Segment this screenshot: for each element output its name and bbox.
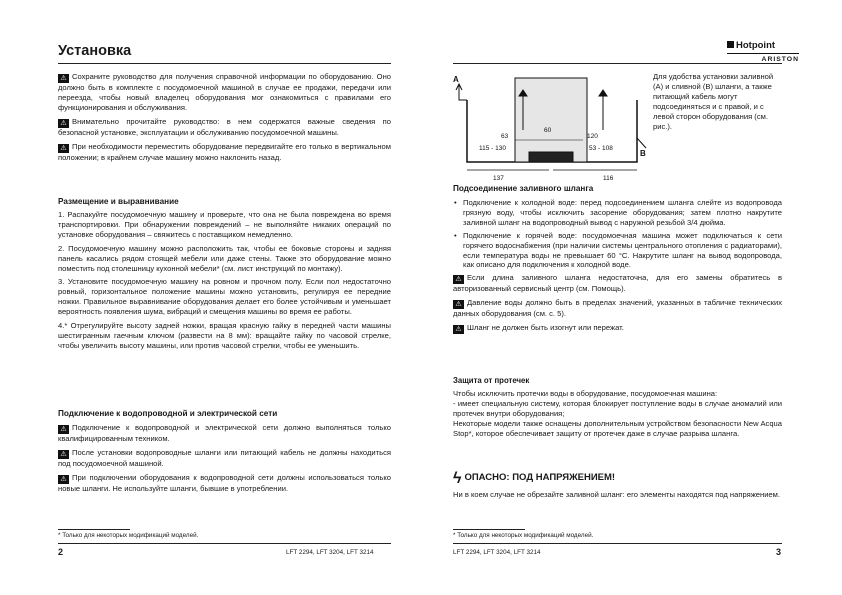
section-heading-leak: Защита от протечек [453, 376, 530, 385]
danger-title: ОПАСНО: ПОД НАПРЯЖЕНИЕМ! [464, 472, 616, 483]
placement-block [58, 210, 391, 355]
right-page [421, 0, 842, 595]
warning-icon: ⚠ [58, 425, 69, 434]
footnote-rule [58, 529, 130, 530]
connection-warning-3: При подключении оборудования к водопроводной сети должны использоваться только новые шланги. Не используйте шланги, бывшие в употреблении. [58, 472, 391, 493]
footer-models: LFT 2294, LFT 3204, LFT 3214 [286, 549, 374, 556]
warning-icon: ⚠ [58, 450, 69, 459]
intro-para-3: При необходимости переместить оборудование передвигайте его только в вертикальном положении; в крайнем случае машину можно наклонить назад. [58, 141, 391, 162]
footnote: * Только для некоторых модификаций моделей. [58, 532, 199, 539]
warning-icon: ⚠ [58, 144, 69, 153]
footer-rule [58, 543, 391, 544]
inlet-bullet-hot: • Подключение к горячей воде: посудомоечная машина может подключаться к сети горячего водоснабжения (при наличии системы центрального отопления с радиаторами), если температура воды не превышает 60 °C. Накрутите шланг на вывод водопровода, как описано для подключения к холодной воде. [463, 231, 782, 271]
diagram-caption: Для удобства установки заливной (A) и сливной (B) шланги, а также питающий кабель могут подсоединяться и с правой, и с левой сторон оборудования (см. рис.). [653, 72, 774, 131]
leak-para-3: Некоторые модели также оснащены дополнительным устройством безопасности New Acqua Stop*, которое обеспечивает защиту от протечек даже в случае разрыва шланга. [453, 418, 782, 438]
intro-para-2: Внимательно прочитайте руководство: в нем содержатся важные сведения по безопасной установке, эксплуатации и обслуживанию посудомоечной машины. [58, 116, 391, 137]
connection-block [58, 423, 391, 498]
footer-rule [453, 543, 782, 544]
intro-para-1: Сохраните руководство для получения справочной информации по оборудованию. Оно должно быть в комплекте с посудомоечной машиной в случае ее продажи, передачи или переезда, чтобы новый владелец оборудования мог ознакомиться с правилами его функционирования и обслуживания. [58, 72, 391, 112]
logo-square-icon [727, 41, 734, 48]
base-block [529, 152, 573, 162]
header-rule [453, 63, 782, 64]
brand-logo [727, 40, 799, 63]
inlet-block [453, 198, 782, 338]
dim-63: 63 [501, 133, 509, 140]
dim-115-130: 115 - 130 [479, 145, 506, 152]
dim-60: 60 [544, 127, 552, 134]
placement-para-4: 4.* Отрегулируйте высоту задней ножки, вращая красную гайку в передней части машины шестигранным гаечным ключом (развести на 8 мм): вращайте гайку по часовой стрелке, чтобы увеличить высоту машины, или против часовой стрелки, чтобы ее уменьшить. [58, 321, 391, 350]
section-heading-connection: Подключение к водопроводной и электрической сети [58, 409, 278, 418]
warning-icon: ⚠ [58, 475, 69, 484]
dim-116: 116 [603, 175, 614, 182]
label-a: A [453, 75, 459, 84]
danger-text: Ни в коем случае не обрезайте заливной шланг: его элементы находятся под напряжением. [453, 490, 780, 499]
dim-120: 120 [587, 133, 598, 140]
section-heading-inlet: Подсоединение заливного шланга [453, 184, 594, 193]
logo-hotpoint: Hotpoint [736, 40, 776, 51]
warning-icon: ⚠ [453, 275, 464, 284]
connection-warning-1: Подключение к водопроводной и электрической сети должно выполняться только квалифицированным техником. [58, 423, 391, 443]
warning-icon: ⚠ [58, 74, 69, 83]
valve-right [599, 90, 607, 96]
label-b: B [640, 149, 646, 158]
inlet-warning-3: Шланг не должен быть изогнут или пережат. [467, 323, 624, 333]
inlet-warning-2: Давление воды должно быть в пределах значений, указанных в табличке технических данных оборудования (см. с. 5). [453, 298, 782, 319]
intro-block [58, 72, 391, 167]
danger-heading [453, 470, 615, 488]
page-title: Установка [58, 43, 132, 59]
footnote: * Только для некоторых модификаций моделей. [453, 532, 594, 539]
footnote-rule [453, 529, 525, 530]
footer-models: LFT 2294, LFT 3204, LFT 3214 [453, 549, 541, 556]
leak-block [453, 389, 782, 443]
placement-para-3: 3. Установите посудомоечную машину на ровном и прочном полу. Если пол недостаточно ровный, горизонтальное положение машины можно установить, регулируя ее передние ножки. Правильное выравнивание оборудования делает его более устойчивым и уменьшает вероятность появления шума, вибраций и смещения машины во время ее работы. [58, 277, 391, 317]
dishwasher-body [515, 78, 587, 162]
leak-para-1: Чтобы исключить протечки воды в оборудование, посудомоечная машина: [453, 389, 718, 398]
warning-icon: ⚠ [453, 300, 464, 309]
logo-ariston: ARISTON [727, 53, 799, 63]
warning-icon: ⚠ [453, 325, 464, 334]
page-number: 2 [58, 547, 64, 557]
placement-para-1: 1. Распакуйте посудомоечную машину и проверьте, что она не была повреждена во время транспортировки. При обнаружении повреждений – не выполняйте никаких операций по установке оборудования – свяжитесь с поставщиком немедленно. [58, 210, 391, 239]
dim-137: 137 [493, 175, 504, 182]
placement-para-2: 2. Посудомоечную машину можно расположить так, чтобы ее боковые стороны и задняя панель касались рядом стоящей мебели или даже стены. Также это оборудование можно поместить под столешницу кухонной мебели* (см. лист инструкций по монтажу). [58, 243, 391, 273]
inlet-bullet-cold: • Подключение к холодной воде: перед подсоединением шланга слейте из водопровода грязную воду, чтобы исключить засорение оборудования; затем плотно накрутите заливной шланг на водопроводный вывод с наружной резьбой 3/4 дюйма. [463, 198, 782, 228]
warning-icon: ⚠ [58, 119, 69, 128]
inlet-warning-1: Если длина заливного шланга недостаточна, для его замены обратитесь в авторизованный сервисный центр (см. Помощь). [453, 273, 782, 294]
dim-53-108: 53 - 108 [589, 145, 613, 152]
hose-b-line [637, 138, 646, 148]
leak-para-2: - имеет специальную систему, которая блокирует поступление воды в случае аномалий или протечек внутри оборудования; [453, 398, 782, 418]
section-heading-placement: Размещение и выравнивание [58, 197, 179, 206]
page-number: 3 [776, 547, 782, 557]
title-rule [58, 63, 391, 64]
lightning-icon: ϟ [453, 470, 462, 487]
installation-diagram [453, 70, 653, 182]
connection-warning-2: После установки водопроводные шланги или питающий кабель не должны находиться под посудомоечной машиной. [58, 447, 391, 468]
